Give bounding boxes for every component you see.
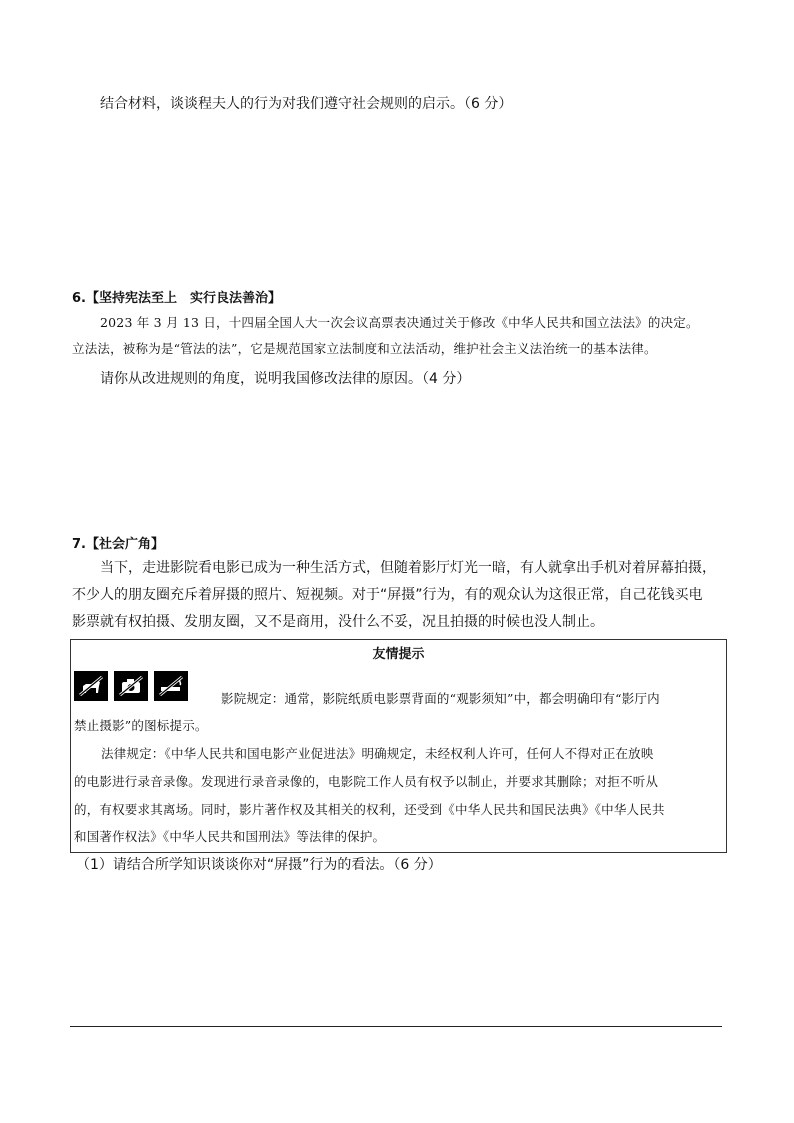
q7-para-line3: 影票就有权拍摄、发朋友圈，又不是商用，没什么不妥，况且拍摄的时候也没人制止。 [72, 614, 604, 630]
cinema-rule-line1: 影院规定：通常，影院纸质电影票背面的“观影须知”中，都会明确印有“影厅内 [221, 691, 660, 706]
q7-para-line1: 当下，走进影院看电影已成为一种生活方式，但随着影厅灯光一暗，有人就拿出手机对着屏幕拍摄， [100, 560, 716, 576]
q7-heading: 7.【社会广角】 [72, 537, 164, 552]
tip-box-title: 友情提示 [372, 647, 425, 662]
q7-sub1-prompt: （1）请结合所学知识谈谈你对“屏摄”行为的看法。（6 分） [76, 857, 442, 873]
law-rule-line3: 的，有权要求其离场。同时，影片著作权及其相关的权利，还受到《中华人民共和国民法典》《中华人民共 [74, 802, 665, 817]
q6-heading: 6.【坚持宪法至上 实行良法善治】 [72, 291, 281, 306]
law-rule-line2: 的电影进行录音录像。发现进行录音录像的，电影院工作人员有权予以制止，并要求其删除；对拒不听从 [74, 774, 659, 789]
no-dog-icon [74, 671, 108, 701]
q6-prompt: 请你从改进规则的角度，说明我国修改法律的原因。（4 分） [100, 371, 471, 387]
no-smoking-icon [154, 671, 188, 701]
no-camera-icon [114, 671, 148, 701]
law-rule-line4: 和国著作权法》《中华人民共和国刑法》等法律的保护。 [74, 829, 386, 844]
q6-material-line1: 2023 年 3 月 13 日，十四届全国人大一次会议高票表决通过关于修改《中华人民共和国立法法》的决定。 [100, 315, 699, 330]
q7-para-line2: 不少人的朋友圈充斥着屏摄的照片、短视频。对于“屏摄”行为，有的观众认为这很正常，自己花钱买电 [72, 587, 703, 603]
footer-divider [70, 1026, 722, 1027]
law-rule-line1: 法律规定：《中华人民共和国电影产业促进法》明确规定，未经权利人许可，任何人不得对正在放映 [101, 746, 654, 761]
q5-prompt: 结合材料，谈谈程夫人的行为对我们遵守社会规则的启示。（6 分） [100, 96, 513, 112]
tip-box [70, 639, 727, 853]
cinema-rule-line2: 禁止摄影”的图标提示。 [74, 718, 208, 733]
q6-material-line2: 立法法，被称为是“管法的法”，它是规范国家立法制度和立法活动，维护社会主义法治统一的基本法律。 [72, 341, 657, 356]
